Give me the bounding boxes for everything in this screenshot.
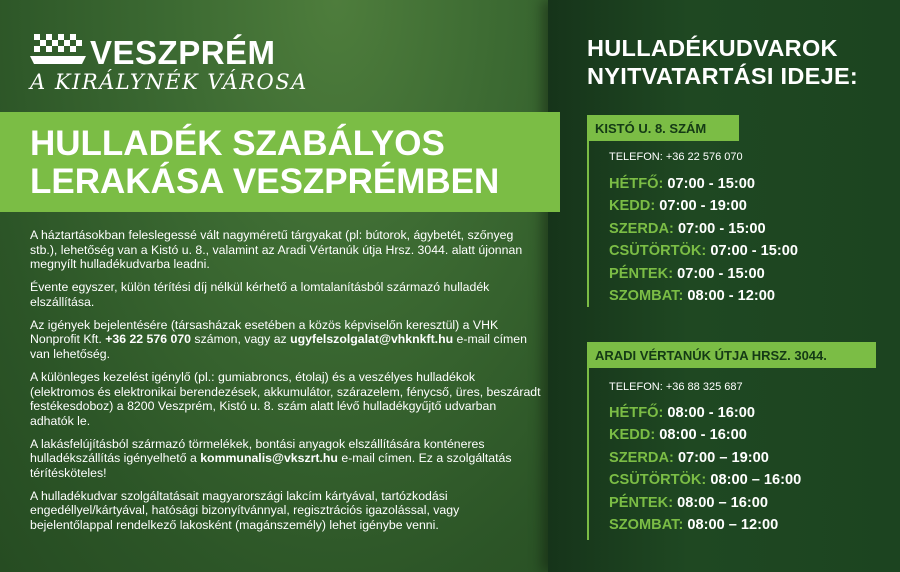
phone-number: +36 22 576 070 [105,332,192,347]
hours-row [609,495,801,517]
location-aradi-hours [609,405,801,539]
paragraph-5-text-b: e-mail címen. Ez a szolgáltatás térítésköteles! [30,451,512,480]
hours-day: SZERDA: [609,449,674,466]
hours-day: PÉNTEK: [609,265,674,282]
service-email: ugyfelszolgalat@vhknkft.hu [290,332,454,347]
location-kisto-hours [609,176,798,310]
hours-time: 07:00 - 15:00 [710,243,798,260]
hours-row [609,472,801,494]
hours-time: 07:00 - 15:00 [677,220,766,237]
paragraph-3-text-b: számon, vagy az [191,332,291,347]
hours-time: 08:00 - 12:00 [687,287,775,304]
opening-hours-title [587,34,858,90]
headline-line-2: LERAKÁSA VESZPRÉMBEN [30,162,500,201]
paragraph-4: A különleges kezelést igénylő (pl.: gumiabroncs, étolaj) és a veszélyes hulladékok (elektromos és elektronikai berendezések, akkumulátor, szárazelem, fénycső, üres, beszáradt festékesdoboz) a 8200 Veszprém, Kistó u. 8. szám alatt lévő hulladékgyűjtő udvarban adhatók le. [30,369,541,428]
paragraph-1: A háztartásokban feleslegessé vált nagyméretű tárgyakat (pl: bútorok, ágybetét, szőnyeg stb.), lehetőség van a Kistó u. 8., valamint az Aradi Vértanúk útja Hrsz. 3044. alatt újonnan megnyílt hulladékudvarba leadni. [30,228,523,272]
hours-day: SZOMBAT: [609,516,684,533]
communal-email: kommunalis@vkszrt.hu [200,451,338,466]
hours-row [609,221,798,243]
paragraph-5 [30,437,542,481]
hours-row [609,266,798,288]
hours-time: 07:00 - 15:00 [677,265,765,282]
logo-wordmark: VESZPRÉM [90,34,276,71]
hours-day: KEDD: [609,198,656,215]
crown-pattern-icon [30,34,86,64]
location-kisto-header: KISTÓ U. 8. SZÁM [587,115,739,141]
hours-day: SZOMBAT: [609,287,684,304]
hours-row [609,517,801,539]
hours-row [609,427,801,449]
hours-day: PÉNTEK: [609,494,674,511]
location-kisto-phone: TELEFON: +36 22 576 070 [609,151,743,163]
paragraph-3-text-a: Az igények bejelentésére (társasházak esetében a közös képviselőn keresztül) a VHK Nonprofit Kft. [30,317,499,347]
hours-row [609,450,801,472]
hours-time: 07:00 – 19:00 [677,449,769,466]
info-text [30,228,542,541]
location-aradi-divider [587,368,589,540]
hours-row [609,405,801,427]
hours-time: 08:00 - 16:00 [659,427,747,444]
hours-row [609,288,798,310]
hours-day: CSÜTÖRTÖK: [609,243,707,260]
hours-day: KEDD: [609,427,656,444]
hours-row [609,198,798,220]
headline-line-1: HULLADÉK SZABÁLYOS [30,124,445,163]
paragraph-5-text-a: A lakásfelújításból származó törmelékek, bontási anyagok elszállítására konténeres hulladékszállítás igényelhető a [30,436,485,466]
hours-day: HÉTFŐ: [609,176,664,192]
paragraph-3 [30,318,542,362]
hours-time: 07:00 - 19:00 [659,198,747,215]
paragraph-6: A hulladékudvar szolgáltatásait magyarországi lakcím kártyával, tartózkodási engedéllyel/kártyával, hatósági bizonyítvánnyal, regisztrációs igazolással, vagy bejelentőlappal rendelkező lakosként (magánszemély) lehet igénybe venni. [30,488,460,533]
paragraph-2: Évente egyszer, külön térítési díj nélkül kérhető a lomtalanításból származó hulladék elszállítása. [30,280,490,309]
location-aradi-phone: TELEFON: +36 88 325 687 [609,381,743,393]
location-aradi-header: ARADI VÉRTANÚK ÚTJA HRSZ. 3044. [587,342,876,368]
opening-hours-title-line-1: HULLADÉKUDVAROK [587,35,838,61]
hours-day: HÉTFŐ: [609,405,664,421]
headline-banner [0,112,560,212]
opening-hours-title-line-2: NYITVATARTÁSI IDEJE: [587,63,859,89]
hours-row [609,243,798,265]
logo-tagline: A KIRÁLYNÉK VÁROSA [30,70,308,94]
hours-time: 08:00 – 16:00 [710,472,802,489]
paragraph-3-text-c: e-mail címen van lehetőség. [30,332,527,361]
hours-time: 08:00 – 16:00 [677,494,769,511]
hours-row [609,176,798,198]
hours-time: 08:00 – 12:00 [687,516,779,533]
hours-time: 08:00 - 16:00 [667,405,756,421]
hours-day: SZERDA: [609,220,674,237]
hours-time: 07:00 - 15:00 [667,176,756,192]
location-kisto-divider [587,141,589,307]
hours-day: CSÜTÖRTÖK: [609,472,707,489]
